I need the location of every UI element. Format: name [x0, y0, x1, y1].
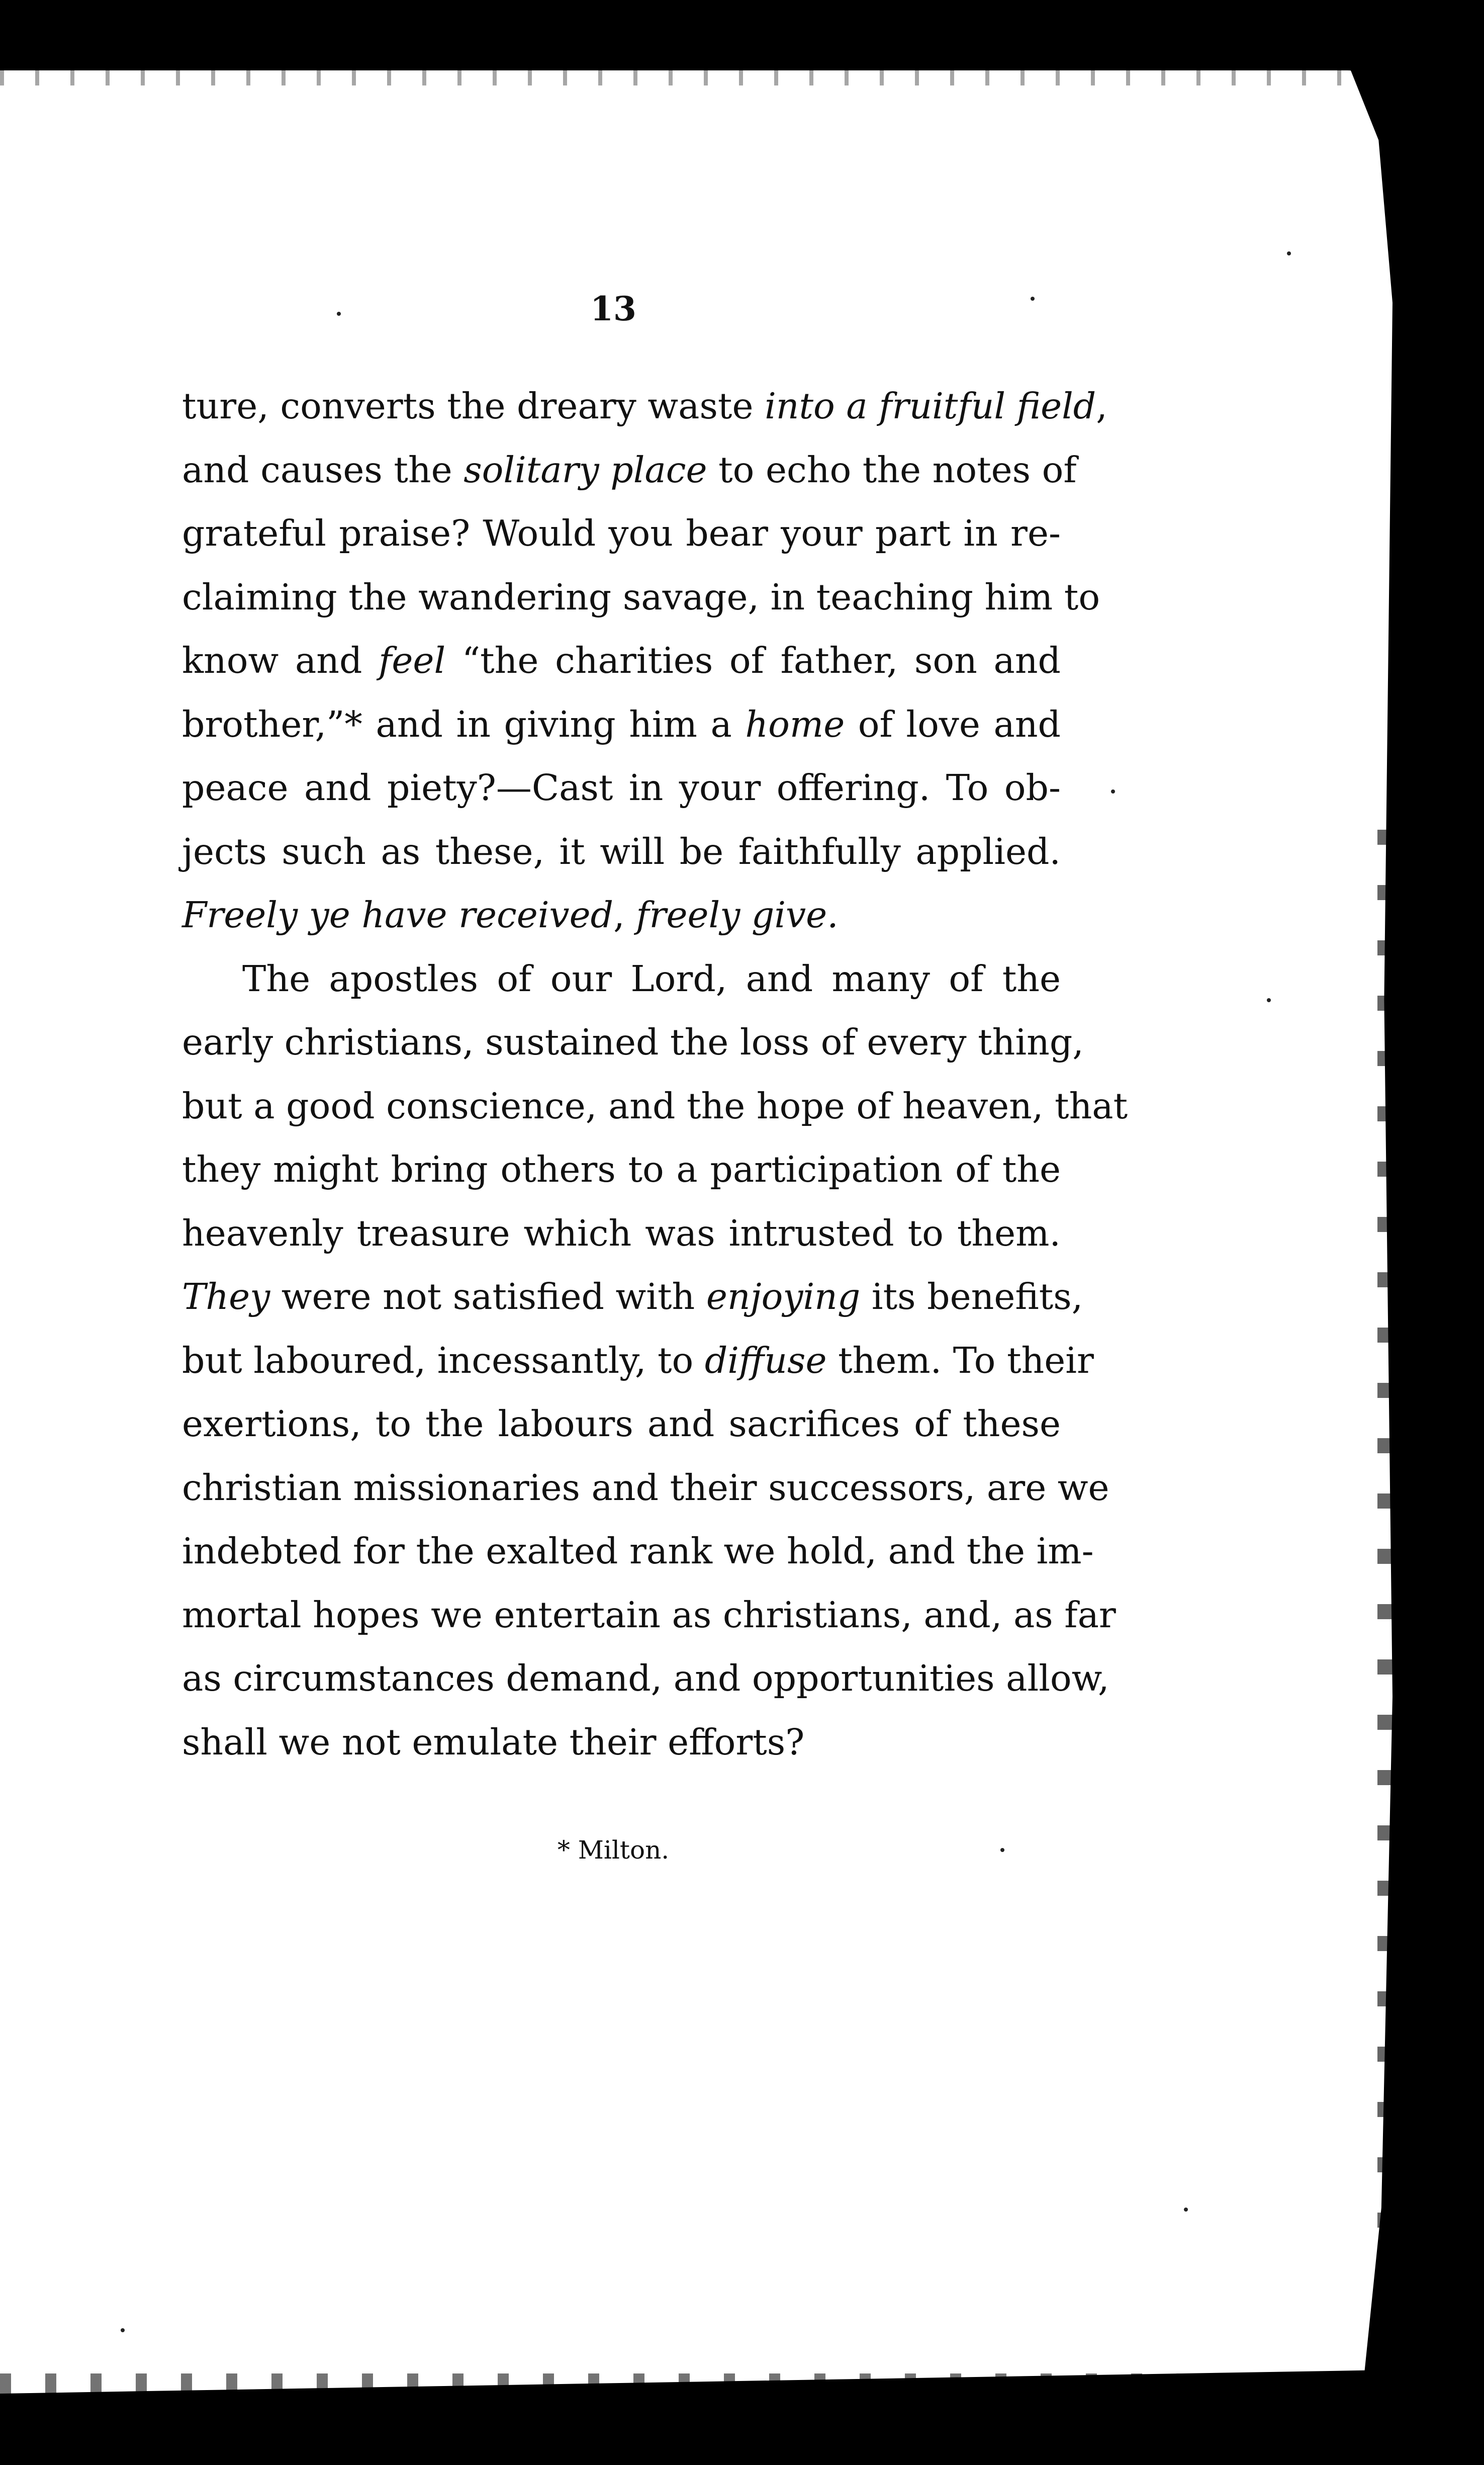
text-line: ture, converts the dreary waste into a fruitful field, — [182, 385, 1107, 427]
text-line: and causes the solitary place to echo the notes of — [182, 449, 1077, 491]
page-number: 13 — [590, 289, 636, 328]
text-line: know and feel “the charities of father, son and — [182, 640, 1061, 681]
text-line: grateful praise? Would you bear your part in re- — [182, 512, 1061, 554]
text-line: indebted for the exalted rank we hold, and the im- — [182, 1530, 1094, 1572]
scan-speck — [1000, 1848, 1004, 1852]
text-line: but laboured, incessantly, to diffuse them. To their — [182, 1339, 1094, 1381]
page-top-edge — [0, 70, 1393, 85]
scan-speck — [1287, 251, 1291, 255]
text-line: they might bring others to a participation of the — [182, 1149, 1061, 1190]
text-line: shall we not emulate their efforts? — [182, 1721, 805, 1763]
text-line: early christians, sustained the loss of every thing, — [182, 1021, 1084, 1063]
scan-speck — [121, 2328, 125, 2332]
footnote: * Milton. — [557, 1835, 670, 1865]
text-line: peace and piety?—Cast in your offering. To ob- — [182, 767, 1061, 809]
text-line: mortal hopes we entertain as christians, and, as far — [182, 1594, 1116, 1636]
text-line: but a good conscience, and the hope of heaven, that — [182, 1085, 1128, 1127]
scan-speck — [1267, 998, 1271, 1002]
scan-speck — [1184, 2208, 1188, 2212]
text-line: claiming the wandering savage, in teaching him to — [182, 576, 1100, 618]
text-line: Freely ye have received, freely give. — [182, 894, 839, 936]
text-line: jects such as these, it will be faithfully applied. — [182, 830, 1061, 872]
scan-speck — [337, 312, 341, 316]
text-line: christian missionaries and their successors, are we — [182, 1466, 1109, 1509]
scan-speck — [1111, 789, 1115, 794]
body-text — [182, 375, 1128, 1774]
text-line: The apostles of our Lord, and many of the — [242, 957, 1061, 1000]
page-bottom-edge — [0, 2373, 1393, 2394]
text-line: heavenly treasure which was intrusted to them. — [182, 1212, 1061, 1254]
text-line: brother,”* and in giving him a home of love and — [182, 703, 1061, 745]
text-line: They were not satisfied with enjoying its benefits, — [182, 1276, 1083, 1317]
page-right-edge — [1377, 830, 1398, 2368]
text-line: exertions, to the labours and sacrifices of these — [182, 1403, 1061, 1445]
text-line: as circumstances demand, and opportunities allow, — [182, 1657, 1109, 1699]
scan-speck — [1031, 297, 1035, 301]
